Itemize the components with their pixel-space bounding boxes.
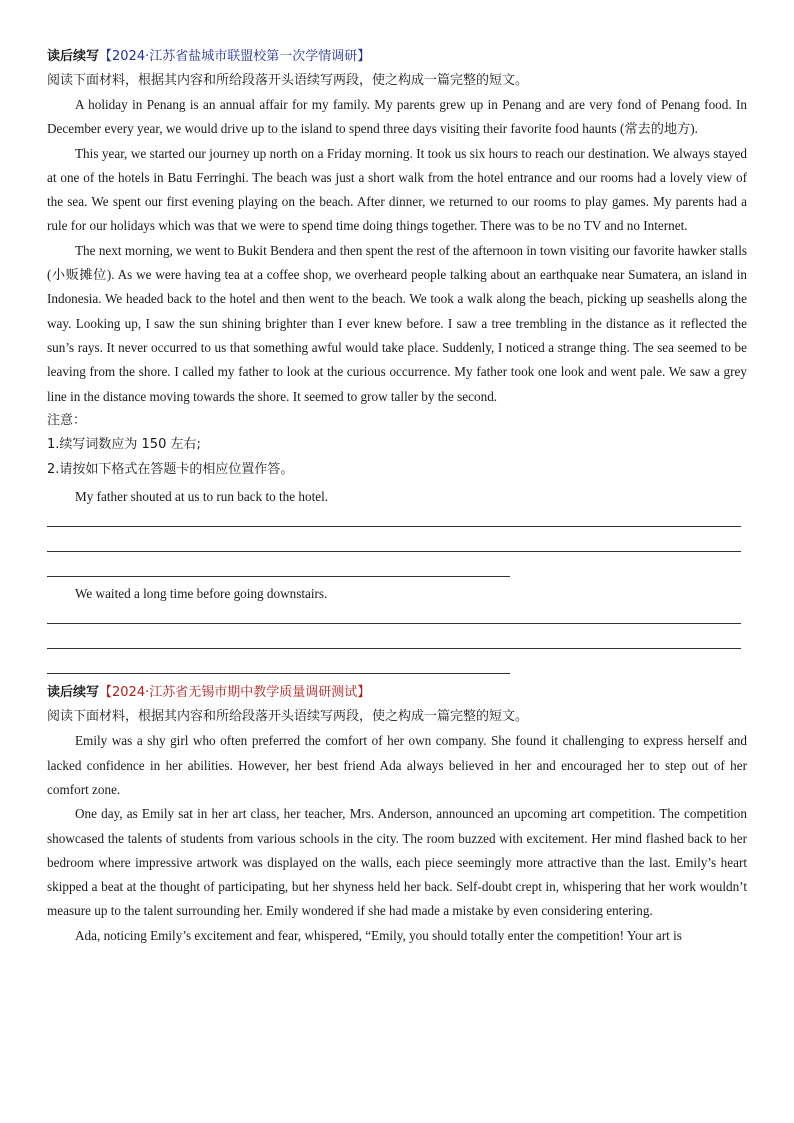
section2-instruction: 阅读下面材料，根据其内容和所给段落开头语续写两段，使之构成一篇完整的短文。 — [47, 709, 529, 725]
note-answer-format: 2.请按如下格式在答题卡的相应位置作答。 — [47, 461, 294, 477]
section1-label: 读后续写 — [47, 49, 100, 64]
section2-title — [47, 681, 747, 705]
section1-source: 【2024·江苏省盐城市联盟校第一次学情调研】 — [99, 49, 371, 64]
section2-paragraph-3: Ada, noticing Emily’s excitement and fear, whispered, “Emily, you should totally enter the competition! Your art is — [75, 927, 682, 943]
section1-paragraph-1: A holiday in Penang is an annual affair for my family. My parents grew up in Penang and are very fond of Penang food. In December every year, we would drive up to the island to spend three days visiting their favorite food haunts (常去的地方). — [47, 97, 747, 137]
paragraph-starter-2: We waited a long time before going downstairs. — [75, 586, 328, 602]
paragraph-starter-1: My father shouted at us to run back to the hotel. — [75, 489, 329, 505]
section2-paragraph-1: Emily was a shy girl who often preferred the comfort of her own company. She found it challenging to express herself and lacked confidence in her abilities. However, her best friend Ada always believed in her and encouraged her to step out of her comfort zone. — [47, 733, 747, 797]
section2-paragraph-2: One day, as Emily sat in her art class, her teacher, Mrs. Anderson, announced an upcoming art competition. The competition showcased the talents of students from various schools in the city. The room buzzed with excitement. Her mind flashed back to her bedroom where impressive artwork was displayed on the walls, each piece seemingly more attractive than the last. Emily’s heart skipped a beat at the thought of participating, but her shyness held her back. Self-doubt crept in, whispering that her work wouldn’t measure up to the talent surrounding her. Emily wondered if she had made a mistake by even considering entering. — [47, 806, 747, 919]
section2-source: 【2024·江苏省无锡市期中教学质量调研测试】 — [99, 685, 371, 701]
section1-instruction: 阅读下面材料，根据其内容和所给段落开头语续写两段，使之构成一篇完整的短文。 — [47, 73, 529, 88]
note-word-count: 1.续写词数应为 150 左右; — [47, 437, 201, 453]
document-page — [47, 45, 747, 948]
notes-title: 注意： — [47, 412, 87, 428]
section1-paragraph-2: This year, we started our journey up north on a Friday morning. It took us six hours to reach our destination. We always stayed at one of the hotels in Batu Ferringhi. The beach was just a short walk from the hotel entrance and our rooms had a lovely view of the sea. We spent our first evening playing on the beach. After dinner, we returned to our rooms to play games. My parents had a rule for our holidays which was that we were to spend time doing things together. There was to be no TV and no Internet. — [47, 145, 747, 234]
section1-title — [47, 45, 747, 69]
section1-paragraph-3: The next morning, we went to Bukit Bendera and then spent the rest of the afternoon in town visiting our favorite hawker stalls (小贩摊位). As we were having tea at a coffee shop, we overheard people talking about an earthquake near Sumatera, an island in Indonesia. We headed back to the hotel and then went to the beach. We took a walk along the beach, picking up seashells along the way. Looking up, I saw the sun shining brighter than I ever knew before. I saw a tree trembling in the distance as it reflected the sun’s rays. It never occurred to us that something awful would take place. Suddenly, I noticed a strange thing. The sea seemed to be leaving from the shore. I called my father to look at the curious occurrence. My father took one look and went pale. We saw a grey line in the distance moving towards the shore. It seemed to grow taller by the second. — [47, 242, 747, 404]
section2-label: 读后续写 — [47, 685, 100, 701]
